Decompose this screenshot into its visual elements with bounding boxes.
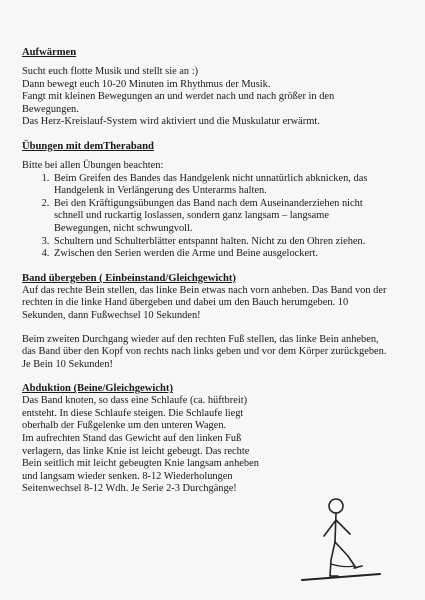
abduction-title: Abduktion (Beine/Gleichgewicht)	[22, 383, 173, 395]
abduction-line: Das Band knoten, so dass eine Schlaufe (ca. hüftbreit)	[22, 395, 248, 407]
abduction-line: Im aufrechten Stand das Gewicht auf den linken Fuß	[22, 433, 242, 445]
abduction-line: Bein seitlich mit leicht gebeugten Knie langsam anheben	[22, 458, 259, 470]
abduction-line: oberhalb der Fußgelenke um den unteren Wagen.	[22, 420, 227, 432]
band-transfer-para: Beim zweiten Durchgang wieder auf den rechten Fuß stellen, das linke Bein anheben, das Band über den Kopf von rechts nach links geben und vor dem Körper zurückgeben. Je Bein 10 Sekunden!	[22, 333, 387, 370]
warmup-line: Dann bewegt euch 10-20 Minuten im Rhythmus der Musik.	[22, 78, 271, 90]
warmup-line: Das Herz-Kreislauf-System wird aktiviert und die Muskulatur erwärmt.	[22, 116, 320, 128]
abduction-line: Seitenwechsel 8-12 Wdh. Je Serie 2-3 Durchgänge!	[22, 483, 237, 495]
stick-figure-icon	[294, 494, 384, 586]
list-item: 3. Schultern und Schulterblätter entspannt halten. Nicht zu den Ohren ziehen.	[52, 236, 387, 249]
theraband-title: Übungen mit demTheraband	[22, 140, 154, 152]
warmup-title: Aufwärmen	[22, 47, 77, 58]
theraband-list	[22, 173, 387, 261]
abduction-line: entsteht. In diese Schlaufe steigen. Die Schlaufe liegt	[22, 407, 244, 419]
list-item: 1. Beim Greifen des Bandes das Handgelenk nicht unnatürlich abknicken, das Handgelenk in Verlängerung des Unterarms halten.	[52, 173, 387, 198]
list-item: 4. Zwischen den Serien werden die Arme und Beine ausgelockert.	[52, 248, 387, 261]
abduction-line: und langsam wieder senken. 8-12 Wiederholungen	[22, 470, 233, 482]
band-transfer-title: Band übergeben ( Einbeinstand/Gleichgewicht)	[22, 272, 236, 284]
abduction-line: verlagern, das linke Knie ist leicht gebeugt. Das rechte	[22, 445, 250, 457]
theraband-intro: Bitte bei allen Übungen beachten:	[22, 159, 164, 171]
band-transfer-para: Auf das rechte Bein stellen, das linke Bein etwas nach vorn anheben. Das Band von der rechten in die linke Hand übergeben und dabei um den Bauch herumgeben. 10 Sekunden, dann Fußwechsel 10 Sekunden!	[22, 284, 387, 321]
list-item: 2. Bei den Kräftigungsübungen das Band nach dem Auseinanderziehen nicht schnell und ruckartig loslassen, sondern ganz langsam – langsame Bewegungen, nicht schwungvoll.	[52, 198, 387, 236]
warmup-line: Fangt mit kleinen Bewegungen an und werdet nach und nach größer in den Bewegungen.	[22, 91, 335, 115]
warmup-line: Sucht euch flotte Musik und stellt sie an :)	[22, 66, 199, 77]
